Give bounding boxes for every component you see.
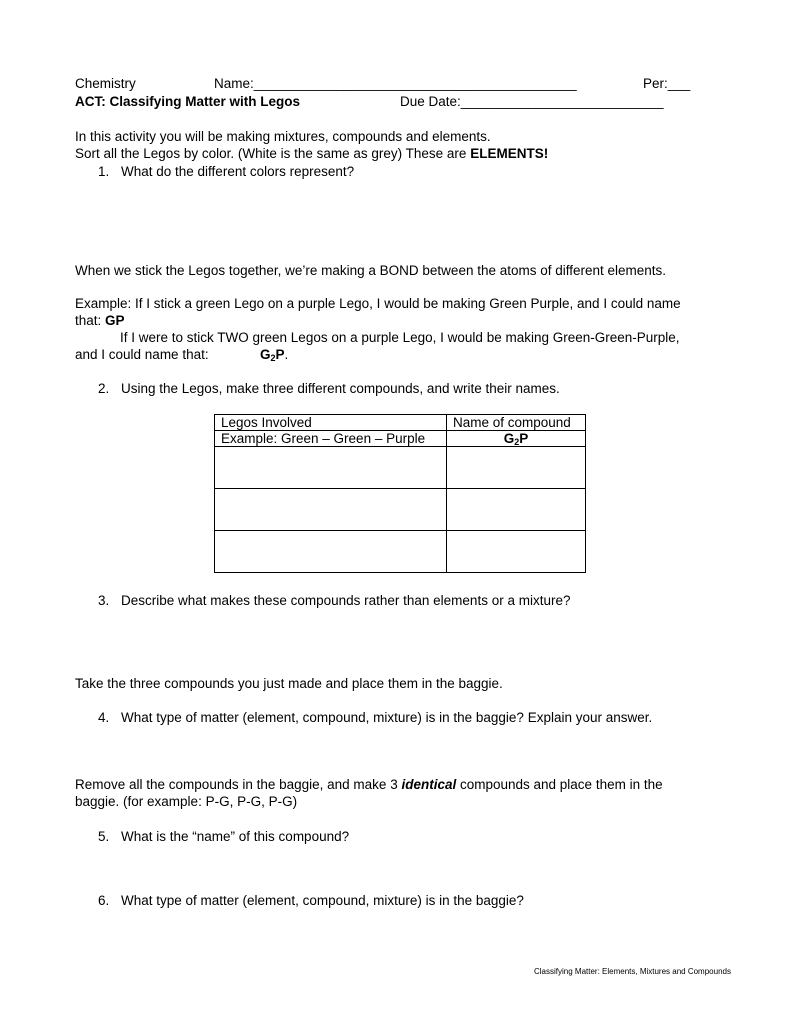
question-number: 5. xyxy=(98,829,110,844)
compounds-table xyxy=(214,414,586,573)
question-number: 1. xyxy=(98,164,110,179)
example-line-2-text: that: xyxy=(75,313,106,328)
question-text: Using the Legos, make three different compounds, and write their names. xyxy=(121,381,560,396)
intro-line-1: In this activity you will be making mixtures, compounds and elements. xyxy=(75,129,491,144)
name-field-label: Name:___________________________________________ xyxy=(214,76,577,91)
question-text: What type of matter (element, compound, mixture) is in the baggie? xyxy=(121,893,524,908)
intro-line-2 xyxy=(75,146,548,161)
question-text: What type of matter (element, compound, mixture) is in the baggie? Explain your answer. xyxy=(121,710,653,725)
answer-cell-compound[interactable] xyxy=(447,447,586,489)
table-row xyxy=(215,447,586,489)
table-row xyxy=(215,489,586,531)
example-compound-cell xyxy=(447,431,586,447)
question-number: 6. xyxy=(98,893,110,908)
example-line-3: If I were to stick TWO green Legos on a purple Lego, I would be making Green-Green-Purple, xyxy=(120,330,680,345)
activity-title: ACT: Classifying Matter with Legos xyxy=(75,94,301,109)
identical-emphasis: identical xyxy=(401,777,457,792)
question-2 xyxy=(98,381,698,399)
bond-explanation: When we stick the Legos together, we’re making a BOND between the atoms of different elements. xyxy=(75,263,667,278)
remove-instruction-line-1 xyxy=(75,777,663,792)
example-line-4: and I could name that: xyxy=(75,347,209,362)
question-text: What do the different colors represent? xyxy=(121,164,355,179)
example-line-1: Example: If I stick a green Lego on a purple Lego, I would be making Green Purple, and I could name xyxy=(75,296,681,311)
question-3 xyxy=(98,593,698,611)
subject-label: Chemistry xyxy=(75,76,136,91)
formula-p: P xyxy=(275,347,285,362)
header-compound-name: Name of compound xyxy=(447,415,586,431)
question-text: What is the “name” of this compound? xyxy=(121,829,350,844)
remove-instruction-line-2: baggie. (for example: P-G, P-G, P-G) xyxy=(75,794,298,809)
intro-line-2-text: Sort all the Legos by color. (White is the same as grey) These are xyxy=(75,146,471,161)
example-legos-cell: Example: Green – Green – Purple xyxy=(215,431,447,447)
question-5 xyxy=(98,829,498,847)
elements-emphasis: ELEMENTS! xyxy=(470,146,549,161)
gp-formula: GP xyxy=(105,313,125,328)
remove-text-pre: Remove all the compounds in the baggie, and make 3 xyxy=(75,777,402,792)
formula-subscript: 2 xyxy=(270,353,276,363)
answer-cell-compound[interactable] xyxy=(447,531,586,573)
question-number: 2. xyxy=(98,381,110,396)
due-date-field-label: Due Date:___________________________ xyxy=(400,94,664,109)
question-6 xyxy=(98,893,618,911)
table-row xyxy=(215,531,586,573)
cell-formula-subscript: 2 xyxy=(514,437,520,447)
cell-formula-g: G xyxy=(503,431,515,446)
table-example-row xyxy=(215,431,586,447)
cell-formula-p: P xyxy=(519,431,529,446)
question-4 xyxy=(98,710,718,728)
g2p-formula xyxy=(260,347,288,362)
header-legos-involved: Legos Involved xyxy=(215,415,447,431)
question-number: 4. xyxy=(98,710,110,725)
question-text: Describe what makes these compounds rather than elements or a mixture? xyxy=(121,593,571,608)
answer-cell-legos[interactable] xyxy=(215,447,447,489)
answer-cell-legos[interactable] xyxy=(215,489,447,531)
question-number: 3. xyxy=(98,593,110,608)
page-footer: Classifying Matter: Elements, Mixtures and Compounds xyxy=(534,967,731,976)
formula-period: . xyxy=(284,347,289,362)
period-field-label: Per:___ xyxy=(643,76,691,91)
table-header-row xyxy=(215,415,586,431)
remove-text-post: compounds and place them in the xyxy=(456,777,663,792)
baggie-instruction: Take the three compounds you just made and place them in the baggie. xyxy=(75,676,503,691)
formula-g: G xyxy=(260,347,271,362)
answer-cell-legos[interactable] xyxy=(215,531,447,573)
question-1 xyxy=(98,164,498,182)
example-line-2 xyxy=(75,313,125,328)
answer-cell-compound[interactable] xyxy=(447,489,586,531)
